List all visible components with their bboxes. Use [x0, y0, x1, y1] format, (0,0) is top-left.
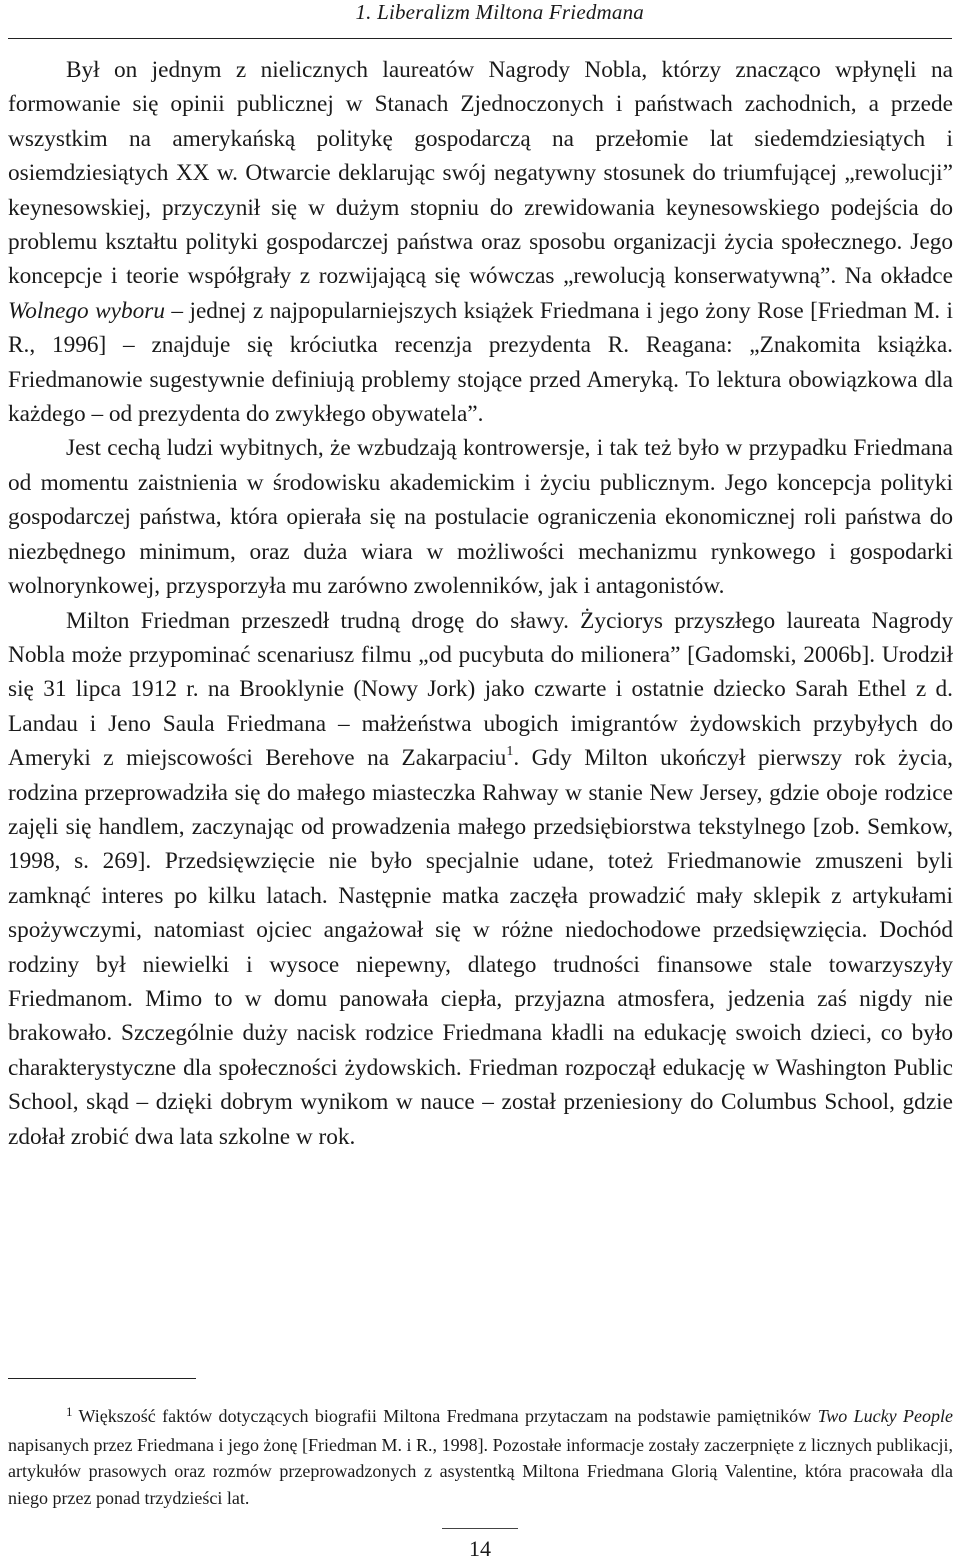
- paragraph-1: [8, 53, 953, 431]
- paragraph-3: [8, 604, 953, 1155]
- page-number: 14: [469, 1536, 491, 1561]
- footnote-reference[interactable]: 1: [506, 744, 514, 760]
- running-title: 1. Liberalizm Miltona Friedmana: [355, 0, 644, 24]
- paragraph-text: – jednej z najpopularniejszych książek Friedmana i jego żony Rose [Friedman M. i R., 1996] – znajduje się króciutka recenzja prezydenta R. Reagana: „Znakomita książka. Friedmanowie sugestywnie definiują problemy stojące przed Ameryką. To lektura obowiązkowa dla każdego – od prezydenta do zwykłego obywatela”.: [8, 297, 954, 428]
- page-number-rule: [442, 1528, 518, 1529]
- main-text: [8, 53, 953, 1154]
- footnote-marker: 1: [66, 1404, 73, 1419]
- paragraph-text: Milton Friedman przeszedł trudną drogę do sławy. Życiorys przyszłego laureata Nagrody Nobla może przypominać scenariusz filmu „od pucybuta do milionera” [Gadomski, 2006b]. Urodził się 31 lipca 1912 r. na Brooklynie (Nowy Jork) jako czwarte i ostatnie dziecko Sarah Ethel z d. Landau i Jeno Saula Friedmana – małżeństwa ubogich imigrantów żydowskich przybyłych do Ameryki z miejscowości Berehove na Zakarpaciu: [8, 607, 953, 772]
- book-title: Wolnego wyboru: [8, 297, 165, 324]
- footnote-book-title: Two Lucky People: [817, 1406, 954, 1426]
- footnote-text: napisanych przez Friedmana i jego żonę [Friedman M. i R., 1998]. Pozostałe informacje zostały zaczerpnięte z licznych publikacji, artykułów prasowych oraz rozmów przeprowadzonych z asystentką Miltona Friedmana Glorią Valentine, która pracowała dla niego przez ponad trzydzieści lat.: [8, 1434, 953, 1508]
- footnote-text: Większość faktów dotyczących biografii Miltona Fredmana przytaczam na podstawie pamiętników: [78, 1406, 818, 1426]
- paragraph-text: Jest cechą ludzi wybitnych, że wzbudzają kontrowersje, i tak też było w przypadku Friedmana od momentu zaistnienia w środowisku akademickim i życiu publicznym. Jego koncepcja polityki gospodarczej państwa, która opierała się na postulacie ograniczenia ekonomicznej roli państwa do niezbędnego minimum, oraz duża wiara w możliwości mechanizmu rynkowego i gospodarki wolnorynkowej, przysporzyła mu zarówno zwolenników, jak i antagonistów.: [8, 435, 953, 600]
- running-header: [8, 0, 952, 39]
- footnote: [8, 1403, 953, 1511]
- paragraph-text: . Gdy Milton ukończył pierwszy rok życia, rodzina przeprowadziła się do małego miasteczka Rahway w stanie New Jersey, gdzie oboje rodzice zajęli się handlem, zaczynając od prowadzenia małego przedsiębiorstwa tekstylnego [zob. Semkow, 1998, s. 269]. Przedsięwzięcie nie było specjalnie udane, toteż Friedmanowie zmuszeni byli zamknąć interes po kilku latach. Następnie matka zaczęła prowadzić mały sklepik z artykułami spożywczymi, natomiast ojciec angażował się w różne niedochodowe przedsięwzięcia. Dochód rodziny był niewielki i wysoce niepewny, dlatego trudności finansowe stale towarzyszyły Friedmanom. Mimo to w domu panowała ciepła, przyjazna atmosfera, jedzenia zaś nigdy nie brakowało. Szczególnie duży nacisk rodzice Friedmana kładli na edukację swoich dzieci, co było charakterystyczne dla społeczności żydowskich. Friedman rozpoczął edukację w Washington Public School, skąd – dzięki dobrym wynikom w nauce – został przeniesiony do Columbus School, gdzie zdołał zrobić dwa lata szkolne w rok.: [8, 745, 953, 1150]
- paragraph-2: [8, 431, 953, 603]
- footnote-divider: [8, 1378, 196, 1379]
- paragraph-text: Był on jednym z nielicznych laureatów Nagrody Nobla, którzy znacząco wpłynęli na formowanie się opinii publicznej w Stanach Zjednoczonych i państwach zachodnich, a przede wszystkim na amerykańską politykę gospodarczą na przełomie lat siedemdziesiątych i osiemdziesiątych XX w. Otwarcie deklarując swój negatywny stosunek do triumfującej „rewolucji” keynesowskiej, przyczynił się w dużym stopniu do zrewidowania keynesowskiego podejścia do problemu kształtu polityki gospodarczej państwa oraz sposobu organizacji życia społecznego. Jego koncepcje i teorie współgrały z rozwijającą się wówczas „rewolucją konserwatywną”. Na okładce: [8, 57, 953, 290]
- footnote-1: [8, 1403, 953, 1511]
